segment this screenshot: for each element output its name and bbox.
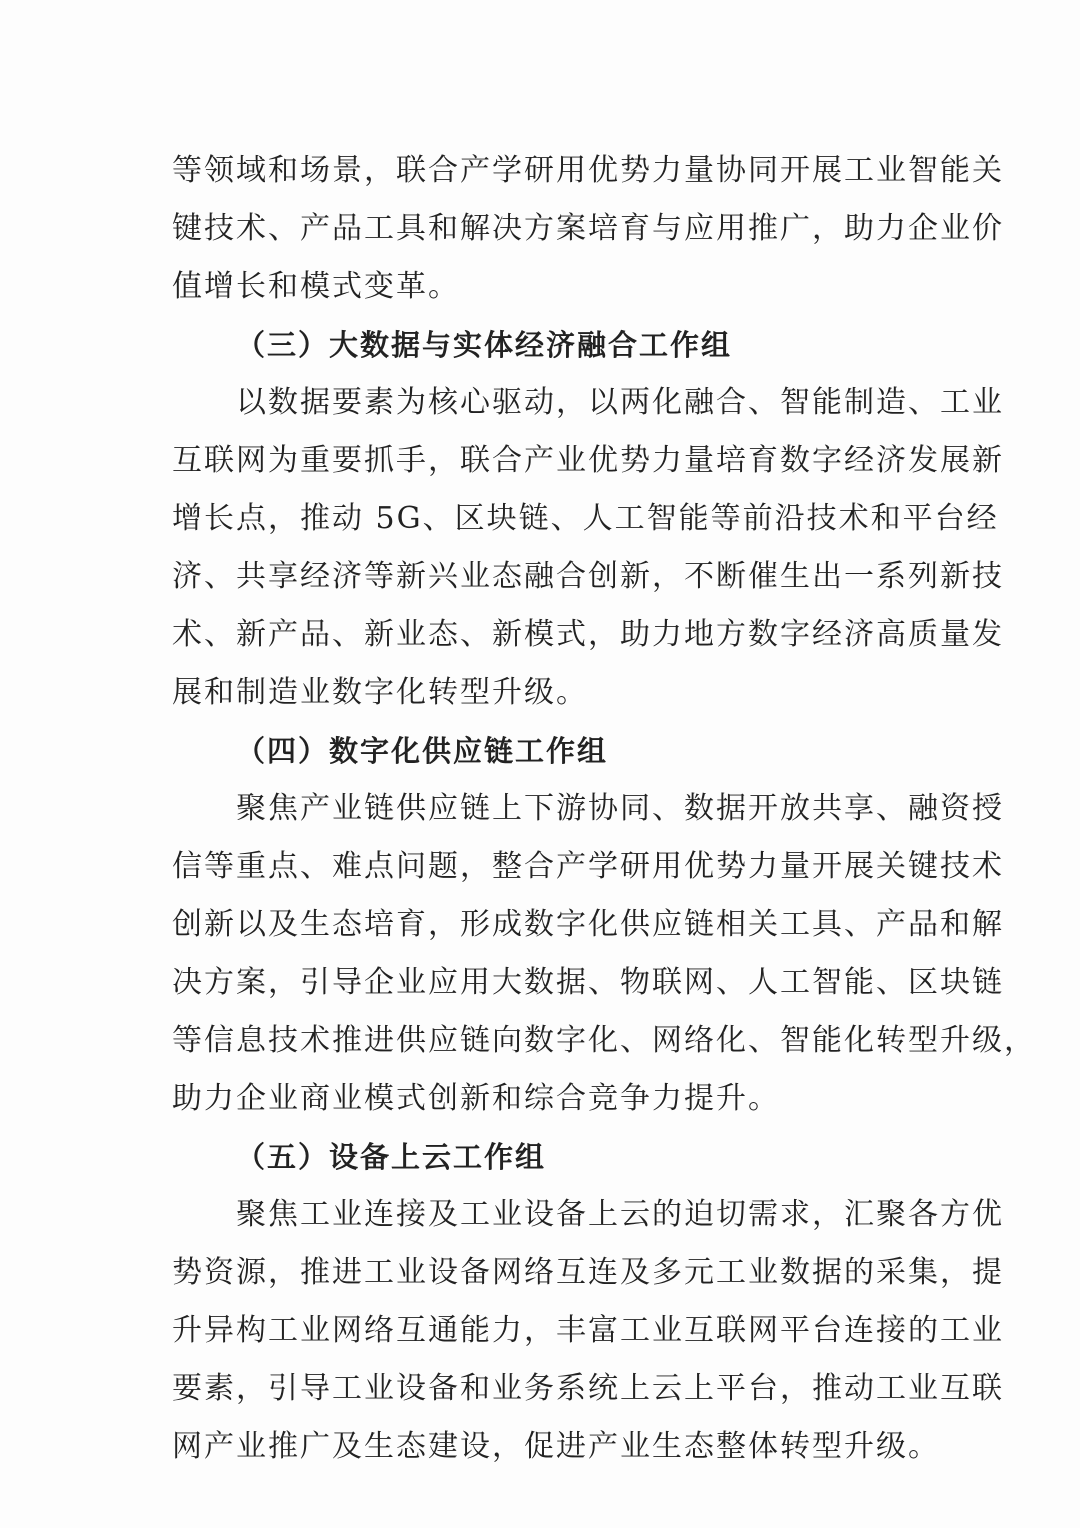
section-3-paragraph — [172, 374, 1004, 722]
paragraph-line: 以数据要素为核心驱动，以两化融合、智能制造、工业 — [236, 385, 1004, 420]
section-5-paragraph — [172, 1186, 1004, 1476]
paragraph-line: 值增长和模式变革。 — [172, 269, 460, 304]
paragraph-line: 势资源，推进工业设备网络互连及多元工业数据的采集，提 — [172, 1255, 1004, 1290]
paragraph-line: 网产业推广及生态建设，促进产业生态整体转型升级。 — [172, 1429, 940, 1464]
paragraph-line: 等信息技术推进供应链向数字化、网络化、智能化转型升级， — [172, 1023, 1036, 1058]
paragraph-line: 要素，引导工业设备和业务系统上云上平台，推动工业互联 — [172, 1371, 1004, 1406]
paragraph-line: 键技术、产品工具和解决方案培育与应用推广，助力企业价 — [172, 211, 1004, 246]
paragraph-line: 展和制造业数字化转型升级。 — [172, 675, 588, 710]
paragraph-line: 决方案，引导企业应用大数据、物联网、人工智能、区块链 — [172, 965, 1004, 1000]
paragraph-line: 济、共享经济等新兴业态融合创新，不断催生出一系列新技 — [172, 559, 1004, 594]
paragraph-line: 信等重点、难点问题，整合产学研用优势力量开展关键技术 — [172, 849, 1004, 884]
paragraph-line: 术、新产品、新业态、新模式，助力地方数字经济高质量发 — [172, 617, 1004, 652]
section-heading-5: （五）设备上云工作组 — [236, 1140, 547, 1174]
paragraph-line: 助力企业商业模式创新和综合竞争力提升。 — [172, 1081, 780, 1116]
section-heading-3: （三）大数据与实体经济融合工作组 — [236, 328, 733, 362]
paragraph-line: 升异构工业网络互通能力，丰富工业互联网平台连接的工业 — [172, 1313, 1004, 1348]
paragraph-line: 创新以及生态培育，形成数字化供应链相关工具、产品和解 — [172, 907, 1004, 942]
paragraph-line: 等领域和场景，联合产学研用优势力量协同开展工业智能关 — [172, 153, 1004, 188]
paragraph-line: 聚焦产业链供应链上下游协同、数据开放共享、融资授 — [236, 791, 1004, 826]
section-4-paragraph — [172, 780, 1036, 1128]
paragraph-line: 聚焦工业连接及工业设备上云的迫切需求，汇聚各方优 — [236, 1197, 1004, 1232]
document-body — [172, 142, 1036, 1476]
intro-paragraph — [172, 142, 1004, 316]
section-heading-4: （四）数字化供应链工作组 — [236, 734, 609, 768]
paragraph-line: 增长点，推动 5G、区块链、人工智能等前沿技术和平台经 — [172, 501, 999, 536]
paragraph-line: 互联网为重要抓手，联合产业优势力量培育数字经济发展新 — [172, 443, 1004, 478]
